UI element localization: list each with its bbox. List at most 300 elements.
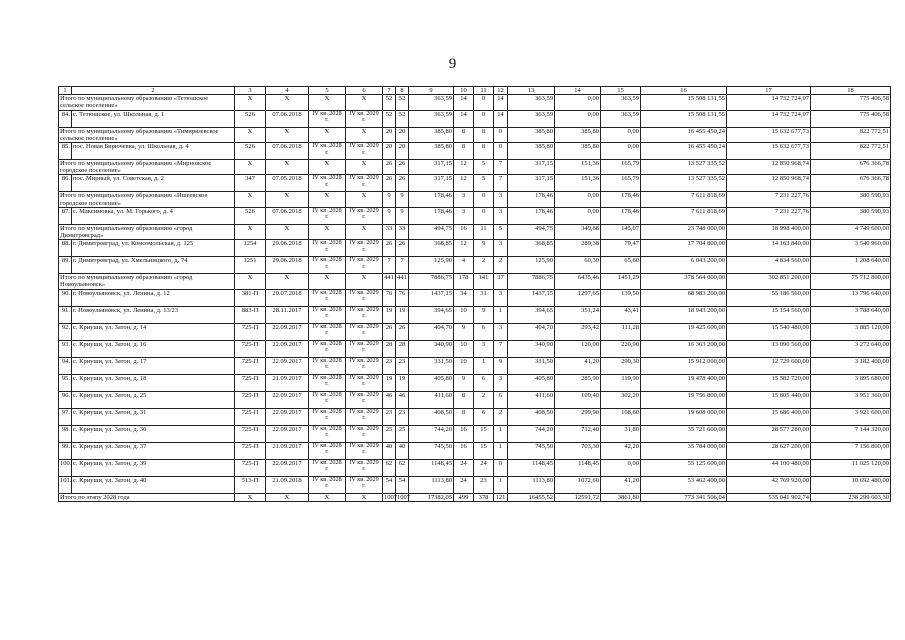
cell-col-16: 6 043 200,00 — [641, 257, 727, 274]
table-row — [59, 240, 891, 257]
cell-col-16: 7 611 818,69 — [641, 192, 727, 207]
cell-col-8: 9 — [396, 192, 409, 207]
cell-col-15: 79,47 — [601, 240, 641, 257]
table-row — [59, 425, 891, 442]
column-number-4: 4 — [266, 87, 309, 95]
cell-col-18: 10 692 480,00 — [811, 476, 891, 493]
subtotal-row — [59, 192, 891, 207]
column-number-3: 3 — [235, 87, 266, 95]
cell-col-3: 526 — [235, 143, 266, 160]
cell-col-11: 5 — [474, 175, 494, 192]
cell-col-17: 7 231 227,76 — [727, 192, 811, 207]
cell-col-18: 4 749 600,00 — [811, 224, 891, 239]
cell-col-14: 151,36 — [555, 175, 601, 192]
cell-col-8: 23 — [396, 357, 409, 374]
cell-col-14: 0,00 — [555, 192, 601, 207]
cell-col-5: IV кв. 2028 г. — [309, 240, 346, 257]
address-cell: с. Криуши, ул. Затон, д. 40 — [72, 476, 235, 493]
cell-col-9: 1437,15 — [409, 289, 454, 306]
cell-col-4: X — [266, 493, 309, 501]
cell-col-17: 42 769 920,00 — [727, 476, 811, 493]
cell-col-8: 23 — [396, 408, 409, 425]
cell-col-5: X — [309, 127, 346, 142]
cell-col-11: 0 — [474, 207, 494, 224]
cell-col-10: 10 — [454, 357, 474, 374]
cell-col-4: 22.09.2017 — [266, 459, 309, 476]
column-number-2: 2 — [72, 87, 235, 95]
cell-col-16: 23 748 000,00 — [641, 224, 727, 239]
address-cell: с. Криуши, ул. Затон, д. 14 — [72, 323, 235, 340]
cell-col-9: 363,59 — [409, 95, 454, 110]
table-row — [59, 257, 891, 274]
cell-col-9: 408,50 — [409, 408, 454, 425]
cell-col-18: 380 590,93 — [811, 192, 891, 207]
cell-col-7: 46 — [383, 391, 396, 408]
cell-col-15: 111,28 — [601, 323, 641, 340]
cell-col-9: 1148,45 — [409, 459, 454, 476]
row-number: 97. — [59, 408, 72, 425]
cell-col-12: 1 — [494, 306, 508, 323]
table-row — [59, 391, 891, 408]
cell-col-14: 109,40 — [555, 391, 601, 408]
cell-col-16: 35 721 600,00 — [641, 425, 727, 442]
cell-col-15: 302,20 — [601, 391, 641, 408]
cell-col-17: 18 998 400,00 — [727, 224, 811, 239]
cell-col-12: 5 — [494, 224, 508, 239]
cell-col-14: 1148,45 — [555, 459, 601, 476]
cell-col-10: 14 — [454, 95, 474, 110]
cell-col-16: 7 611 818,69 — [641, 207, 727, 224]
cell-col-3: 381-П — [235, 289, 266, 306]
cell-col-16: 16 455 450,24 — [641, 127, 727, 142]
header-row — [59, 87, 891, 95]
cell-col-5: IV кв. 2028 г. — [309, 323, 346, 340]
cell-col-13: 1148,45 — [508, 459, 555, 476]
cell-col-6: X — [346, 95, 383, 110]
cell-col-7: 52 — [383, 110, 396, 127]
cell-col-3: 725-П — [235, 408, 266, 425]
cell-col-14: 6435,46 — [555, 274, 601, 289]
cell-col-7: 62 — [383, 459, 396, 476]
cell-col-15: 165,79 — [601, 175, 641, 192]
cell-col-17: 13 090 560,00 — [727, 340, 811, 357]
cell-col-5: X — [309, 95, 346, 110]
row-number: 96. — [59, 391, 72, 408]
cell-col-18: 7 144 320,00 — [811, 425, 891, 442]
cell-col-8: 76 — [396, 289, 409, 306]
cell-col-11: 6 — [474, 323, 494, 340]
cell-col-16: 15 508 131,55 — [641, 110, 727, 127]
cell-col-10: 12 — [454, 175, 474, 192]
cell-col-5: IV кв. 2028 г. — [309, 476, 346, 493]
cell-col-14: 1072,60 — [555, 476, 601, 493]
cell-col-12: 3 — [494, 192, 508, 207]
cell-col-15: 178,46 — [601, 192, 641, 207]
cell-col-5: IV кв. 2028 г. — [309, 340, 346, 357]
address-cell: г. Новоульяновск, ул. Ленина, д. 13/23 — [72, 306, 235, 323]
cell-col-18: 3 272 640,00 — [811, 340, 891, 357]
cell-col-16: 17 704 800,00 — [641, 240, 727, 257]
cell-col-15: 363,59 — [601, 110, 641, 127]
cell-col-14: 351,24 — [555, 306, 601, 323]
cell-col-5: IV кв. 2028 г. — [309, 306, 346, 323]
cell-col-7: 26 — [383, 240, 396, 257]
cell-col-18: 3 540 960,00 — [811, 240, 891, 257]
cell-col-14: 1297,65 — [555, 289, 601, 306]
column-number-18: 18 — [811, 87, 891, 95]
cell-col-15: 42,20 — [601, 442, 641, 459]
cell-col-3: X — [235, 224, 266, 239]
row-number: 89. — [59, 257, 72, 274]
table-row — [59, 306, 891, 323]
table-row — [59, 408, 891, 425]
subtotal-label: Итого по муниципальному образованию «Мирновское городское поселение» — [59, 160, 235, 175]
cell-col-4: 22.09.2017 — [266, 357, 309, 374]
cell-col-8: 52 — [396, 95, 409, 110]
cell-col-11: 9 — [474, 240, 494, 257]
cell-col-3: X — [235, 493, 266, 501]
cell-col-7: 19 — [383, 374, 396, 391]
address-cell: с. Криуши, ул. Затон, д. 31 — [72, 408, 235, 425]
subtotal-label: Итого по муниципальному образованию «город Новоульяновск» — [59, 274, 235, 289]
cell-col-12: 7 — [494, 175, 508, 192]
cell-col-9: 125,90 — [409, 257, 454, 274]
column-number-17: 17 — [727, 87, 811, 95]
cell-col-6: IV кв. 2029 г. — [346, 408, 383, 425]
table-row — [59, 357, 891, 374]
row-number: 88. — [59, 240, 72, 257]
cell-col-14: 712,40 — [555, 425, 601, 442]
cell-col-7: 23 — [383, 408, 396, 425]
cell-col-10: 16 — [454, 425, 474, 442]
cell-col-7: 20 — [383, 143, 396, 160]
column-number-14: 14 — [555, 87, 601, 95]
subtotal-label: Итого по этапу 2028 года — [59, 493, 235, 501]
cell-col-10: 14 — [454, 110, 474, 127]
cell-col-12: 0 — [494, 459, 508, 476]
cell-col-14: 299,90 — [555, 408, 601, 425]
table-row — [59, 374, 891, 391]
cell-col-5: IV кв. 2028 г. — [309, 357, 346, 374]
cell-col-7: 9 — [383, 192, 396, 207]
cell-col-9: 178,46 — [409, 192, 454, 207]
cell-col-16: 53 462 400,00 — [641, 476, 727, 493]
address-cell: с. Криуши, ул. Затон, д. 25 — [72, 391, 235, 408]
cell-col-8: 19 — [396, 306, 409, 323]
cell-col-5: IV кв. 2028 г. — [309, 175, 346, 192]
cell-col-18: 822 772,51 — [811, 127, 891, 142]
row-number: 91. — [59, 306, 72, 323]
cell-col-7: 26 — [383, 160, 396, 175]
cell-col-11: 11 — [474, 224, 494, 239]
cell-col-18: 3 885 120,00 — [811, 323, 891, 340]
cell-col-12: 0 — [494, 143, 508, 160]
cell-col-15: 0,00 — [601, 143, 641, 160]
cell-col-3: 347 — [235, 175, 266, 192]
cell-col-15: 290,30 — [601, 357, 641, 374]
cell-col-5: IV кв. 2028 г. — [309, 374, 346, 391]
cell-col-7: 28 — [383, 340, 396, 357]
cell-col-17: 14 163 840,00 — [727, 240, 811, 257]
cell-col-8: 40 — [396, 442, 409, 459]
cell-col-15: 31,80 — [601, 425, 641, 442]
address-cell: г. Димитровград, ул. Хмельницкого, д. 74 — [72, 257, 235, 274]
cell-col-10: 8 — [454, 127, 474, 142]
cell-col-18: 3 182 400,00 — [811, 357, 891, 374]
address-cell: с. Криуши, ул. Затон, д. 37 — [72, 442, 235, 459]
row-number: 101. — [59, 476, 72, 493]
cell-col-15: 178,46 — [601, 207, 641, 224]
cell-col-8: 26 — [396, 240, 409, 257]
cell-col-3: 725-П — [235, 374, 266, 391]
cell-col-4: 22.09.2017 — [266, 391, 309, 408]
cell-col-9: 363,59 — [409, 110, 454, 127]
cell-col-15: 65,60 — [601, 257, 641, 274]
cell-col-14: 385,80 — [555, 127, 601, 142]
cell-col-9: 1113,80 — [409, 476, 454, 493]
cell-col-18: 11 025 120,00 — [811, 459, 891, 476]
cell-col-3: 526 — [235, 110, 266, 127]
cell-col-18: 676 366,78 — [811, 175, 891, 192]
cell-col-16: 35 784 000,00 — [641, 442, 727, 459]
cell-col-17: 28 627 200,00 — [727, 442, 811, 459]
cell-col-9: 411,60 — [409, 391, 454, 408]
cell-col-4: 07.06.2018 — [266, 110, 309, 127]
cell-col-14: 293,42 — [555, 323, 601, 340]
cell-col-17: 535 041 902,74 — [727, 493, 811, 501]
cell-col-3: 883-П — [235, 306, 266, 323]
cell-col-7: 19 — [383, 306, 396, 323]
address-cell: с. Тетюшское, ул. Школьная, д. 1 — [72, 110, 235, 127]
cell-col-3: X — [235, 127, 266, 142]
cell-col-13: 404,70 — [508, 323, 555, 340]
cell-col-15: 363,59 — [601, 95, 641, 110]
cell-col-7: 9 — [383, 207, 396, 224]
cell-col-12: 37 — [494, 274, 508, 289]
subtotal-label: Итого по муниципальному образованию «Тимирязевское сельское поселение» — [59, 127, 235, 142]
cell-col-10: 3 — [454, 192, 474, 207]
cell-col-3: X — [235, 192, 266, 207]
cell-col-12: 7 — [494, 340, 508, 357]
cell-col-4: X — [266, 224, 309, 239]
cell-col-5: IV кв. 2028 г. — [309, 459, 346, 476]
cell-col-11: 1 — [474, 357, 494, 374]
cell-col-15: 139,50 — [601, 289, 641, 306]
cell-col-3: X — [235, 274, 266, 289]
cell-col-12: 14 — [494, 110, 508, 127]
cell-col-12: 6 — [494, 391, 508, 408]
cell-col-4: 29.06.2018 — [266, 257, 309, 274]
address-cell: г. Димитровград, ул. Комсомольская, д. 125 — [72, 240, 235, 257]
cell-col-7: 52 — [383, 95, 396, 110]
cell-col-13: 363,59 — [508, 110, 555, 127]
cell-col-11: 0 — [474, 110, 494, 127]
cell-col-6: IV кв. 2029 г. — [346, 110, 383, 127]
cell-col-6: X — [346, 224, 383, 239]
cell-col-5: X — [309, 493, 346, 501]
cell-col-17: 14 732 724,97 — [727, 95, 811, 110]
column-number-8: 8 — [396, 87, 409, 95]
cell-col-3: 725-П — [235, 459, 266, 476]
cell-col-4: 07.05.2018 — [266, 175, 309, 192]
cell-col-14: 285,90 — [555, 374, 601, 391]
cell-col-4: 22.09.2017 — [266, 323, 309, 340]
cell-col-6: IV кв. 2029 г. — [346, 143, 383, 160]
cell-col-6: IV кв. 2029 г. — [346, 357, 383, 374]
cell-col-6: IV кв. 2029 г. — [346, 257, 383, 274]
cell-col-8: 9 — [396, 207, 409, 224]
cell-col-18: 13 796 640,00 — [811, 289, 891, 306]
cell-col-11: 8 — [474, 127, 494, 142]
cell-col-8: 26 — [396, 175, 409, 192]
cell-col-4: 22.09.2017 — [266, 408, 309, 425]
cell-col-9: 385,80 — [409, 143, 454, 160]
cell-col-11: 141 — [474, 274, 494, 289]
cell-col-13: 178,46 — [508, 192, 555, 207]
cell-col-14: 60,30 — [555, 257, 601, 274]
cell-col-8: 1007 — [397, 493, 410, 501]
cell-col-9: 404,70 — [409, 323, 454, 340]
cell-col-3: 1254 — [235, 240, 266, 257]
cell-col-13: 411,60 — [508, 391, 555, 408]
table-row — [59, 340, 891, 357]
row-number: 84. — [59, 110, 72, 127]
cell-col-3: X — [235, 95, 266, 110]
address-cell: с. Криуши, ул. Затон, д. 16 — [72, 340, 235, 357]
address-cell: пос. Мирный, ул. Советская, д. 2 — [72, 175, 235, 192]
cell-col-3: 725-П — [235, 425, 266, 442]
cell-col-13: 1437,15 — [508, 289, 555, 306]
cell-col-5: IV кв. 2028 г. — [309, 207, 346, 224]
cell-col-10: 8 — [454, 391, 474, 408]
cell-col-12: 3 — [494, 207, 508, 224]
cell-col-14: 12591,72 — [555, 493, 601, 501]
cell-col-12: 7 — [494, 160, 508, 175]
cell-col-18: 3 951 360,00 — [811, 391, 891, 408]
table-row — [59, 323, 891, 340]
row-number: 94. — [59, 357, 72, 374]
cell-col-8: 7 — [396, 257, 409, 274]
cell-col-10: 499 — [454, 493, 474, 501]
cell-col-11: 0 — [474, 192, 494, 207]
cell-col-18: 75 712 800,00 — [811, 274, 891, 289]
cell-col-10: 9 — [454, 323, 474, 340]
cell-col-6: IV кв. 2029 г. — [346, 374, 383, 391]
cell-col-16: 15 912 000,00 — [641, 357, 727, 374]
cell-col-18: 1 208 640,00 — [811, 257, 891, 274]
cell-col-13: 340,90 — [508, 340, 555, 357]
cell-col-3: 725-П — [235, 340, 266, 357]
cell-col-17: 15 540 480,00 — [727, 323, 811, 340]
subtotal-row — [59, 160, 891, 175]
cell-col-15: 41,20 — [601, 476, 641, 493]
cell-col-13: 368,85 — [508, 240, 555, 257]
row-number: 86. — [59, 175, 72, 192]
cell-col-13: 1113,80 — [508, 476, 555, 493]
subtotal-row — [59, 493, 891, 501]
cell-col-18: 3 921 600,00 — [811, 408, 891, 425]
cell-col-10: 8 — [454, 143, 474, 160]
cell-col-15: 43,41 — [601, 306, 641, 323]
cell-col-6: X — [346, 493, 383, 501]
cell-col-16: 19 608 000,00 — [641, 408, 727, 425]
column-number-10: 10 — [454, 87, 474, 95]
cell-col-6: IV кв. 2029 г. — [346, 459, 383, 476]
cell-col-18: 822 772,51 — [811, 143, 891, 160]
cell-col-5: IV кв. 2028 г. — [309, 110, 346, 127]
cell-col-7: 26 — [383, 323, 396, 340]
table-body — [59, 87, 891, 502]
housing-program-table — [58, 86, 891, 502]
cell-col-16: 378 564 000,00 — [641, 274, 727, 289]
cell-col-6: IV кв. 2029 г. — [346, 391, 383, 408]
cell-col-6: IV кв. 2029 г. — [346, 207, 383, 224]
cell-col-6: IV кв. 2029 г. — [346, 425, 383, 442]
row-number: 85. — [59, 143, 72, 160]
cell-col-12: 9 — [494, 357, 508, 374]
cell-col-8: 26 — [396, 160, 409, 175]
row-number: 87. — [59, 207, 72, 224]
cell-col-12: 3 — [494, 240, 508, 257]
cell-col-13: 7886,75 — [508, 274, 555, 289]
cell-col-10: 24 — [454, 476, 474, 493]
cell-col-8: 62 — [396, 459, 409, 476]
cell-col-8: 52 — [396, 110, 409, 127]
cell-col-11: 23 — [474, 476, 494, 493]
cell-col-7: 1007 — [384, 493, 397, 501]
cell-col-4: 07.06.2018 — [266, 143, 309, 160]
cell-col-4: 20.07.2018 — [266, 289, 309, 306]
cell-col-14: 151,36 — [555, 160, 601, 175]
cell-col-17: 302 851 200,00 — [727, 274, 811, 289]
cell-col-15: 145,07 — [601, 224, 641, 239]
cell-col-6: IV кв. 2029 г. — [346, 240, 383, 257]
cell-col-4: X — [266, 274, 309, 289]
cell-col-17: 15 632 677,73 — [727, 127, 811, 142]
cell-col-14: 349,68 — [555, 224, 601, 239]
cell-col-17: 44 100 480,00 — [727, 459, 811, 476]
cell-col-17: 14 732 724,97 — [727, 110, 811, 127]
cell-col-17: 15 686 400,00 — [727, 408, 811, 425]
cell-col-11: 0 — [474, 95, 494, 110]
cell-col-6: IV кв. 2029 г. — [346, 442, 383, 459]
cell-col-11: 6 — [474, 374, 494, 391]
cell-col-6: IV кв. 2029 г. — [346, 175, 383, 192]
cell-col-6: X — [346, 160, 383, 175]
cell-col-11: 3 — [474, 340, 494, 357]
cell-col-11: 8 — [474, 143, 494, 160]
cell-col-6: IV кв. 2029 г. — [346, 323, 383, 340]
column-number-12: 12 — [494, 87, 508, 95]
cell-col-17: 15 582 720,00 — [727, 374, 811, 391]
cell-col-16: 773 341 506,04 — [641, 493, 727, 501]
cell-col-5: X — [309, 192, 346, 207]
cell-col-10: 10 — [454, 306, 474, 323]
cell-col-5: X — [309, 274, 346, 289]
subtotal-row — [59, 224, 891, 239]
cell-col-6: X — [346, 127, 383, 142]
cell-col-14: 385,80 — [555, 143, 601, 160]
address-cell: с. Криуши, ул. Затон, д. 17 — [72, 357, 235, 374]
cell-col-6: X — [346, 192, 383, 207]
cell-col-7: 25 — [383, 425, 396, 442]
column-number-11: 11 — [474, 87, 494, 95]
cell-col-14: 0,00 — [555, 95, 601, 110]
cell-col-17: 15 632 677,73 — [727, 143, 811, 160]
cell-col-16: 19 478 400,00 — [641, 374, 727, 391]
cell-col-9: 178,46 — [409, 207, 454, 224]
cell-col-12: 2 — [494, 408, 508, 425]
